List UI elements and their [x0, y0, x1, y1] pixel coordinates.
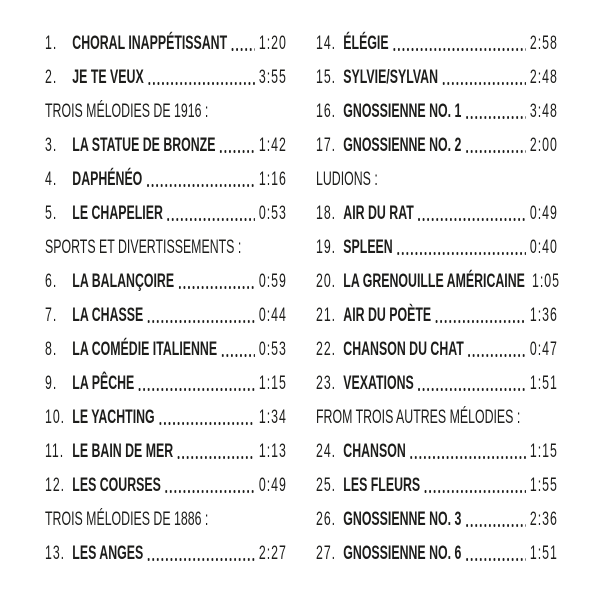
- track-title: LA COMÉDIE ITALIENNE: [72, 339, 218, 360]
- track-number: 15.: [316, 67, 337, 88]
- track-duration: 1:36: [529, 305, 558, 326]
- track-title: LES COURSES: [72, 475, 161, 496]
- dot-leader: [176, 435, 255, 469]
- track-title: LES ANGES: [72, 543, 144, 564]
- track-title: AIR DU POÈTE: [343, 305, 432, 326]
- track-row: [316, 61, 558, 95]
- track-duration: 2:27: [258, 543, 287, 564]
- track-duration: 0:40: [529, 237, 558, 258]
- dot-leader: [467, 333, 526, 367]
- track-row: [45, 537, 287, 571]
- track-title: LA CHASSE: [72, 305, 144, 326]
- track-title: DAPHÉNÉO: [72, 169, 143, 190]
- dot-leader: [177, 265, 255, 299]
- track-row: [316, 435, 558, 469]
- dot-leader: [220, 333, 255, 367]
- track-title: AIR DU RAT: [343, 203, 414, 224]
- track-title: LE CHAPELIER: [72, 203, 163, 224]
- track-row: [316, 129, 558, 163]
- track-number: 13.: [45, 543, 66, 564]
- track-number: 21.: [316, 305, 337, 326]
- track-row: [45, 299, 287, 333]
- track-duration: 0:49: [258, 475, 287, 496]
- track-row: [316, 231, 558, 265]
- track-title: SPLEEN: [343, 237, 393, 258]
- track-row: [316, 27, 558, 61]
- track-row: [316, 503, 558, 537]
- track-title: GNOSSIENNE NO. 1: [343, 101, 462, 122]
- track-number: 25.: [316, 475, 337, 496]
- track-duration: 1:42: [258, 135, 287, 156]
- track-number: 1.: [45, 33, 58, 54]
- track-duration: 1:34: [258, 407, 287, 428]
- track-row: [45, 333, 287, 367]
- track-duration: 1:15: [529, 441, 558, 462]
- track-title: CHANSON DU CHAT: [343, 339, 464, 360]
- track-title: LA BALANÇOIRE: [72, 271, 175, 292]
- section-heading: [45, 503, 287, 537]
- track-row: [45, 197, 287, 231]
- track-title: CHANSON: [343, 441, 406, 462]
- dot-leader: [230, 27, 255, 61]
- dot-leader: [434, 299, 526, 333]
- track-title: LE YACHTING: [72, 407, 155, 428]
- track-row: [45, 163, 287, 197]
- dot-leader: [465, 503, 526, 537]
- track-title: JE TE VEUX: [72, 67, 144, 88]
- dot-leader: [147, 61, 255, 95]
- track-duration: 1:20: [258, 33, 287, 54]
- dot-leader: [146, 163, 255, 197]
- track-title: GNOSSIENNE NO. 3: [343, 509, 462, 530]
- dot-leader: [164, 469, 255, 503]
- track-duration: 3:48: [529, 101, 558, 122]
- track-number: 19.: [316, 237, 337, 258]
- track-number: 14.: [316, 33, 337, 54]
- track-row: [316, 367, 558, 401]
- dot-leader: [166, 197, 255, 231]
- tracklist-left-column: [45, 27, 287, 571]
- track-duration: 1:51: [529, 543, 558, 564]
- track-duration: 2:58: [529, 33, 558, 54]
- track-number: 24.: [316, 441, 337, 462]
- track-duration: 0:49: [529, 203, 558, 224]
- track-row: [45, 61, 287, 95]
- dot-leader: [417, 197, 526, 231]
- track-number: 26.: [316, 509, 337, 530]
- track-title: LE BAIN DE MER: [72, 441, 174, 462]
- track-row: [316, 537, 558, 571]
- track-number: 20.: [316, 271, 337, 292]
- track-row: [45, 265, 287, 299]
- track-number: 3.: [45, 135, 58, 156]
- track-duration: 1:05: [532, 271, 560, 292]
- track-duration: 1:16: [258, 169, 287, 190]
- track-duration: 0:53: [258, 339, 287, 360]
- section-heading: [45, 95, 287, 129]
- track-number: 16.: [316, 101, 337, 122]
- track-number: 27.: [316, 543, 337, 564]
- track-title: LES FLEURS: [343, 475, 421, 496]
- dot-leader: [417, 367, 526, 401]
- track-row: [45, 129, 287, 163]
- dot-leader: [396, 231, 526, 265]
- track-title: LA GRENOUILLE AMÉRICAINE: [343, 271, 525, 292]
- section-heading: [316, 163, 558, 197]
- section-heading-text: TROIS MÉLODIES DE 1916 :: [45, 101, 209, 122]
- track-number: 17.: [316, 135, 337, 156]
- track-row: [316, 197, 558, 231]
- dot-leader: [441, 61, 526, 95]
- track-title: LA PÊCHE: [72, 373, 135, 394]
- track-number: 9.: [45, 373, 58, 394]
- track-row: [45, 469, 287, 503]
- dot-leader: [392, 27, 526, 61]
- track-number: 6.: [45, 271, 58, 292]
- section-heading-text: LUDIONS :: [316, 169, 378, 190]
- track-number: 5.: [45, 203, 58, 224]
- track-number: 18.: [316, 203, 337, 224]
- track-duration: 1:55: [529, 475, 558, 496]
- track-title: VEXATIONS: [343, 373, 414, 394]
- dot-leader: [423, 469, 526, 503]
- track-row: [45, 27, 287, 61]
- track-row: [316, 265, 558, 299]
- track-number: 2.: [45, 67, 58, 88]
- track-number: 12.: [45, 475, 66, 496]
- dot-leader: [465, 129, 526, 163]
- track-duration: 0:44: [258, 305, 287, 326]
- track-number: 4.: [45, 169, 58, 190]
- section-heading: [45, 231, 287, 265]
- track-title: GNOSSIENNE NO. 6: [343, 543, 462, 564]
- track-title: ÉLÉGIE: [343, 33, 389, 54]
- track-number: 7.: [45, 305, 58, 326]
- track-row: [316, 469, 558, 503]
- track-row: [316, 95, 558, 129]
- section-heading: [316, 401, 558, 435]
- track-duration: 1:15: [258, 373, 287, 394]
- dot-leader: [219, 129, 255, 163]
- track-title: CHORAL INAPPÉTISSANT: [72, 33, 228, 54]
- track-duration: 2:00: [529, 135, 558, 156]
- track-duration: 1:13: [258, 441, 287, 462]
- tracklist-right-column: [316, 27, 558, 571]
- dot-leader: [146, 299, 254, 333]
- track-duration: 1:51: [529, 373, 558, 394]
- section-heading-text: SPORTS ET DIVERTISSEMENTS :: [45, 237, 242, 258]
- track-row: [45, 401, 287, 435]
- dot-leader: [465, 537, 526, 571]
- dot-leader: [465, 95, 526, 129]
- track-duration: 0:59: [258, 271, 287, 292]
- track-number: 11.: [45, 441, 65, 462]
- track-duration: 0:53: [258, 203, 287, 224]
- track-title: LA STATUE DE BRONZE: [72, 135, 216, 156]
- track-duration: 2:36: [529, 509, 558, 530]
- track-duration: 2:48: [529, 67, 558, 88]
- track-row: [316, 299, 558, 333]
- dot-leader: [146, 537, 254, 571]
- track-title: GNOSSIENNE NO. 2: [343, 135, 462, 156]
- track-number: 8.: [45, 339, 58, 360]
- track-duration: 3:55: [258, 67, 287, 88]
- track-row: [45, 435, 287, 469]
- track-duration: 0:47: [529, 339, 558, 360]
- track-number: 22.: [316, 339, 337, 360]
- dot-leader: [409, 435, 526, 469]
- track-number: 10.: [45, 407, 66, 428]
- track-row: [316, 333, 558, 367]
- track-number: 23.: [316, 373, 337, 394]
- track-row: [45, 367, 287, 401]
- dot-leader: [158, 401, 255, 435]
- dot-leader: [138, 367, 255, 401]
- section-heading-text: TROIS MÉLODIES DE 1886 :: [45, 509, 209, 530]
- track-title: SYLVIE/SYLVAN: [343, 67, 439, 88]
- section-heading-text: FROM TROIS AUTRES MÉLODIES :: [316, 407, 521, 428]
